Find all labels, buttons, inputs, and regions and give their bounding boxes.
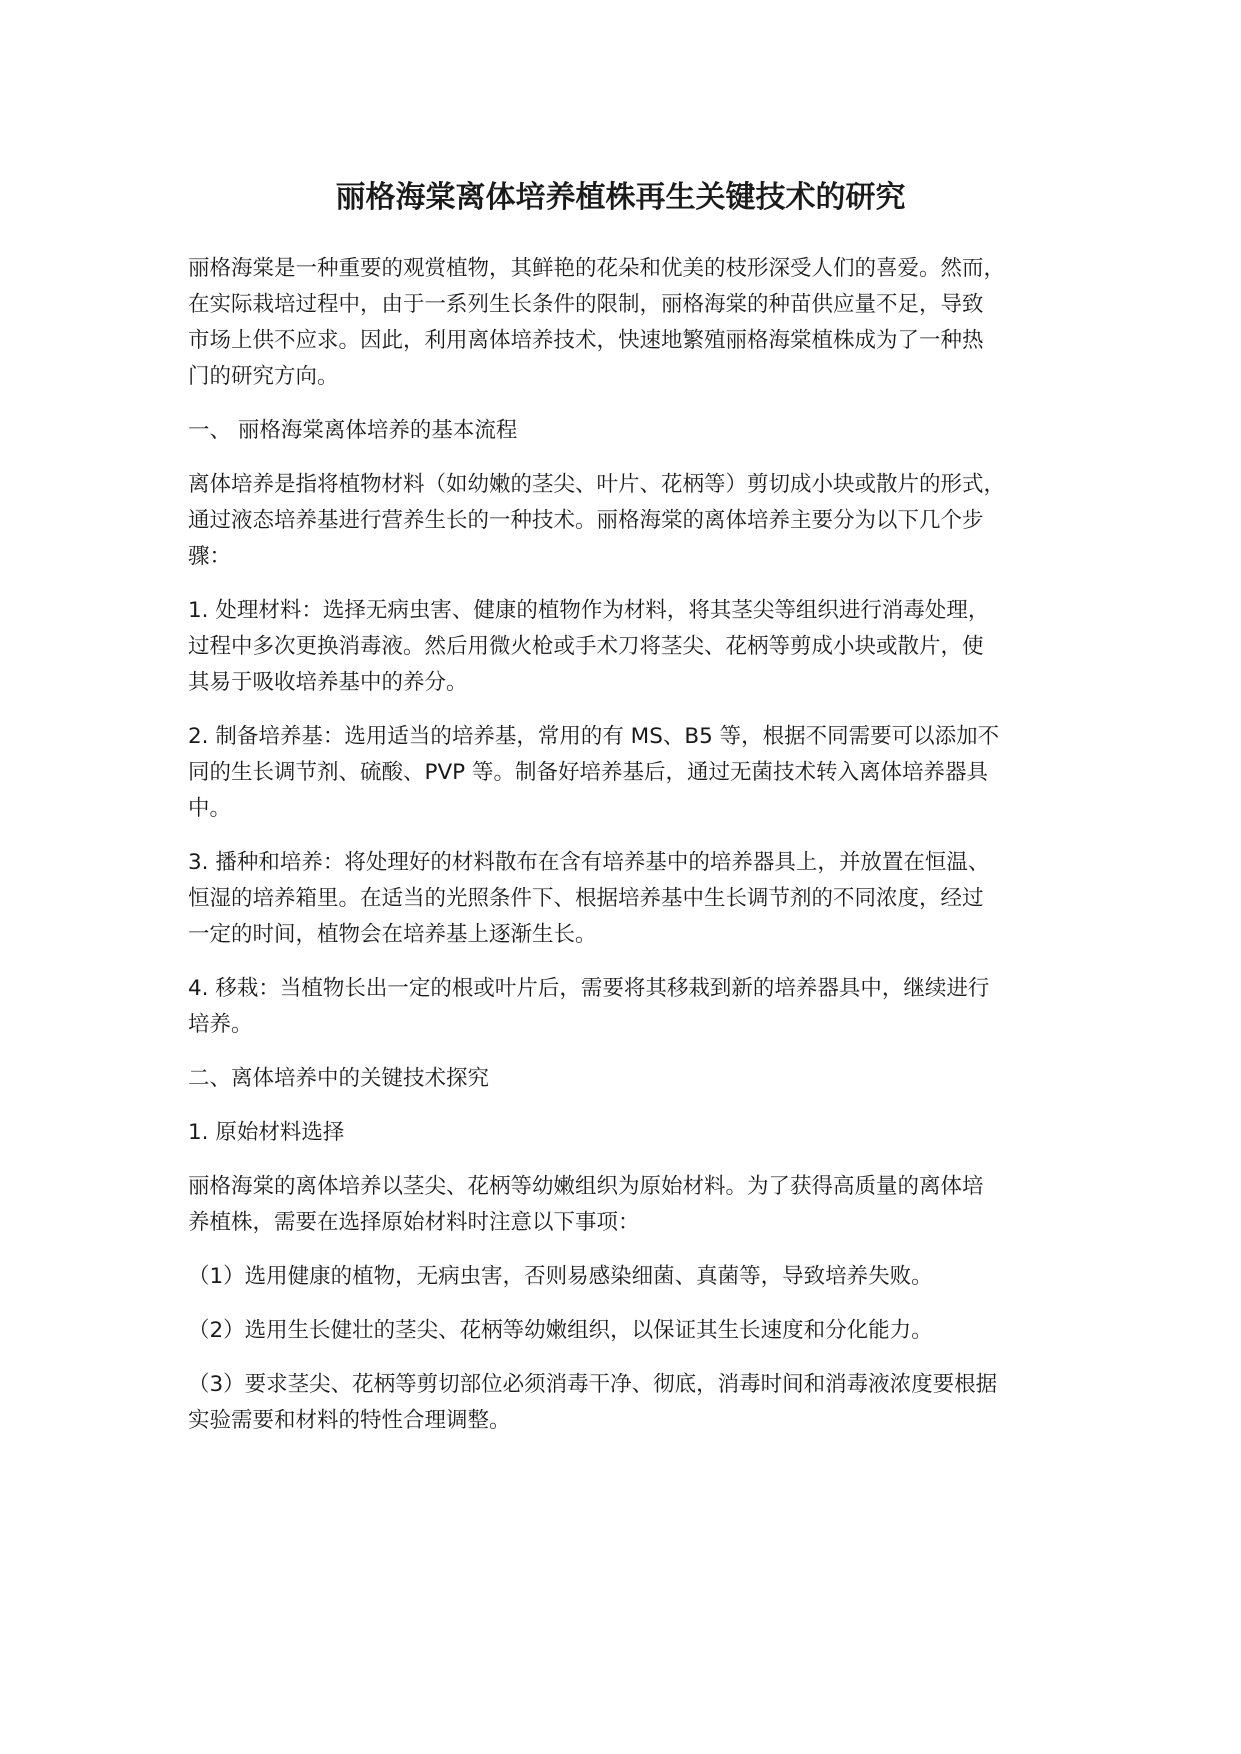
step3-line-3: 一定的时间，植物会在培养基上逐渐生长。	[188, 922, 597, 947]
step2-line-2: 同的生长调节剂、硫酸、PVP 等。制备好培养基后，通过无菌技术转入离体培养器具	[188, 760, 988, 785]
section1-line-2: 通过液态培养基进行营养生长的一种技术。丽格海棠的离体培养主要分为以下几个步	[188, 508, 984, 533]
document-title: 丽格海棠离体培养植株再生关键技术的研究	[335, 180, 906, 215]
intro-line-1: 丽格海棠是一种重要的观赏植物，其鲜艳的花朵和优美的枝形深受人们的喜爱。然而，	[188, 256, 1006, 281]
section-heading-2: 二、离体培养中的关键技术探究	[188, 1066, 490, 1091]
section1-line-3: 骤：	[188, 544, 232, 569]
section1-line-1: 离体培养是指将植物材料（如幼嫩的茎尖、叶片、花柄等）剪切成小块或散片的形式，	[188, 472, 1006, 497]
step2-line-1: 2. 制备培养基：选用适当的培养基，常用的有 MS、B5 等，根据不同需要可以添加不	[188, 724, 1000, 749]
intro-line-4: 门的研究方向。	[188, 364, 339, 389]
item2-line-1: （2）选用生长健壮的茎尖、花柄等幼嫩组织，以保证其生长速度和分化能力。	[188, 1318, 933, 1343]
item3-line-2: 实验需要和材料的特性合理调整。	[188, 1408, 511, 1433]
intro-line-3: 市场上供不应求。因此，利用离体培养技术，快速地繁殖丽格海棠植株成为了一种热	[188, 328, 984, 353]
step3-line-1: 3. 播种和培养：将处理好的材料散布在含有培养基中的培养器具上，并放置在恒温、	[188, 850, 990, 875]
item1-line-1: （1）选用健康的植物，无病虫害，否则易感染细菌、真菌等，导致培养失败。	[188, 1264, 933, 1289]
step1-line-2: 过程中多次更换消毒液。然后用微火枪或手术刀将茎尖、花柄等剪成小块或散片，使	[188, 634, 984, 659]
step1-line-1: 1. 处理材料：选择无病虫害、健康的植物作为材料，将其茎尖等组织进行消毒处理，	[188, 598, 990, 623]
step4-line-2: 培养。	[188, 1012, 253, 1037]
item3-line-1: （3）要求茎尖、花柄等剪切部位必须消毒干净、彻底，消毒时间和消毒液浓度要根据	[188, 1372, 998, 1397]
step1-line-3: 其易于吸收培养基中的养分。	[188, 670, 468, 695]
section2-line-1: 丽格海棠的离体培养以茎尖、花柄等幼嫩组织为原始材料。为了获得高质量的离体培	[188, 1174, 984, 1199]
section2-line-2: 养植株，需要在选择原始材料时注意以下事项：	[188, 1210, 640, 1235]
step2-line-3: 中。	[188, 796, 232, 821]
step4-line-1: 4. 移栽：当植物长出一定的根或叶片后，需要将其移栽到新的培养器具中，继续进行	[188, 976, 990, 1001]
section-heading-1: 一、 丽格海棠离体培养的基本流程	[188, 418, 518, 443]
subsection-heading-1: 1. 原始材料选择	[188, 1120, 345, 1145]
intro-line-2: 在实际栽培过程中，由于一系列生长条件的限制，丽格海棠的种苗供应量不足，导致	[188, 292, 984, 317]
step3-line-2: 恒湿的培养箱里。在适当的光照条件下、根据培养基中生长调节剂的不同浓度，经过	[188, 886, 984, 911]
